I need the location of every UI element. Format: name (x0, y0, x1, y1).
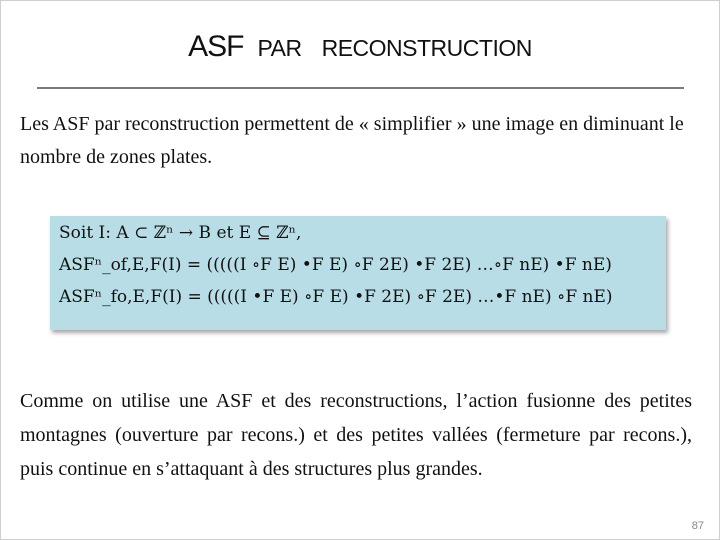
formula-line-1: Soit I: A ⊂ ℤⁿ → B et E ⊆ ℤⁿ, (59, 223, 302, 243)
title-word-par: PAR (257, 35, 302, 61)
formula-line-3: ASFⁿ_fo,E,F(I) = (((((I •F E) ∘F E) •F 2E) ∘F 2E) …•F nE) ∘F nE) (59, 287, 613, 307)
slide-title (0, 30, 720, 64)
formula-box (50, 216, 666, 330)
title-divider (37, 87, 684, 89)
title-word-reconstruction: RECONSTRUCTION (321, 35, 532, 61)
page-number: 87 (691, 520, 704, 532)
title-main: ASF (188, 30, 244, 63)
body-paragraph: Comme on utilise une ASF et des reconstructions, l’action fusionne des petites montagnes (ouverture par recons.) et des petites vallées (fermeture par recons.), puis continue en s’attaquant à des structures plus grandes. (20, 390, 692, 480)
formula-line-2: ASFⁿ_of,E,F(I) = (((((I ∘F E) •F E) ∘F 2E) •F 2E) …∘F nE) •F nE) (59, 255, 612, 275)
intro-paragraph: Les ASF par reconstruction permettent de « simplifier » une image en diminuant le nombre de zones plates. (20, 113, 684, 168)
